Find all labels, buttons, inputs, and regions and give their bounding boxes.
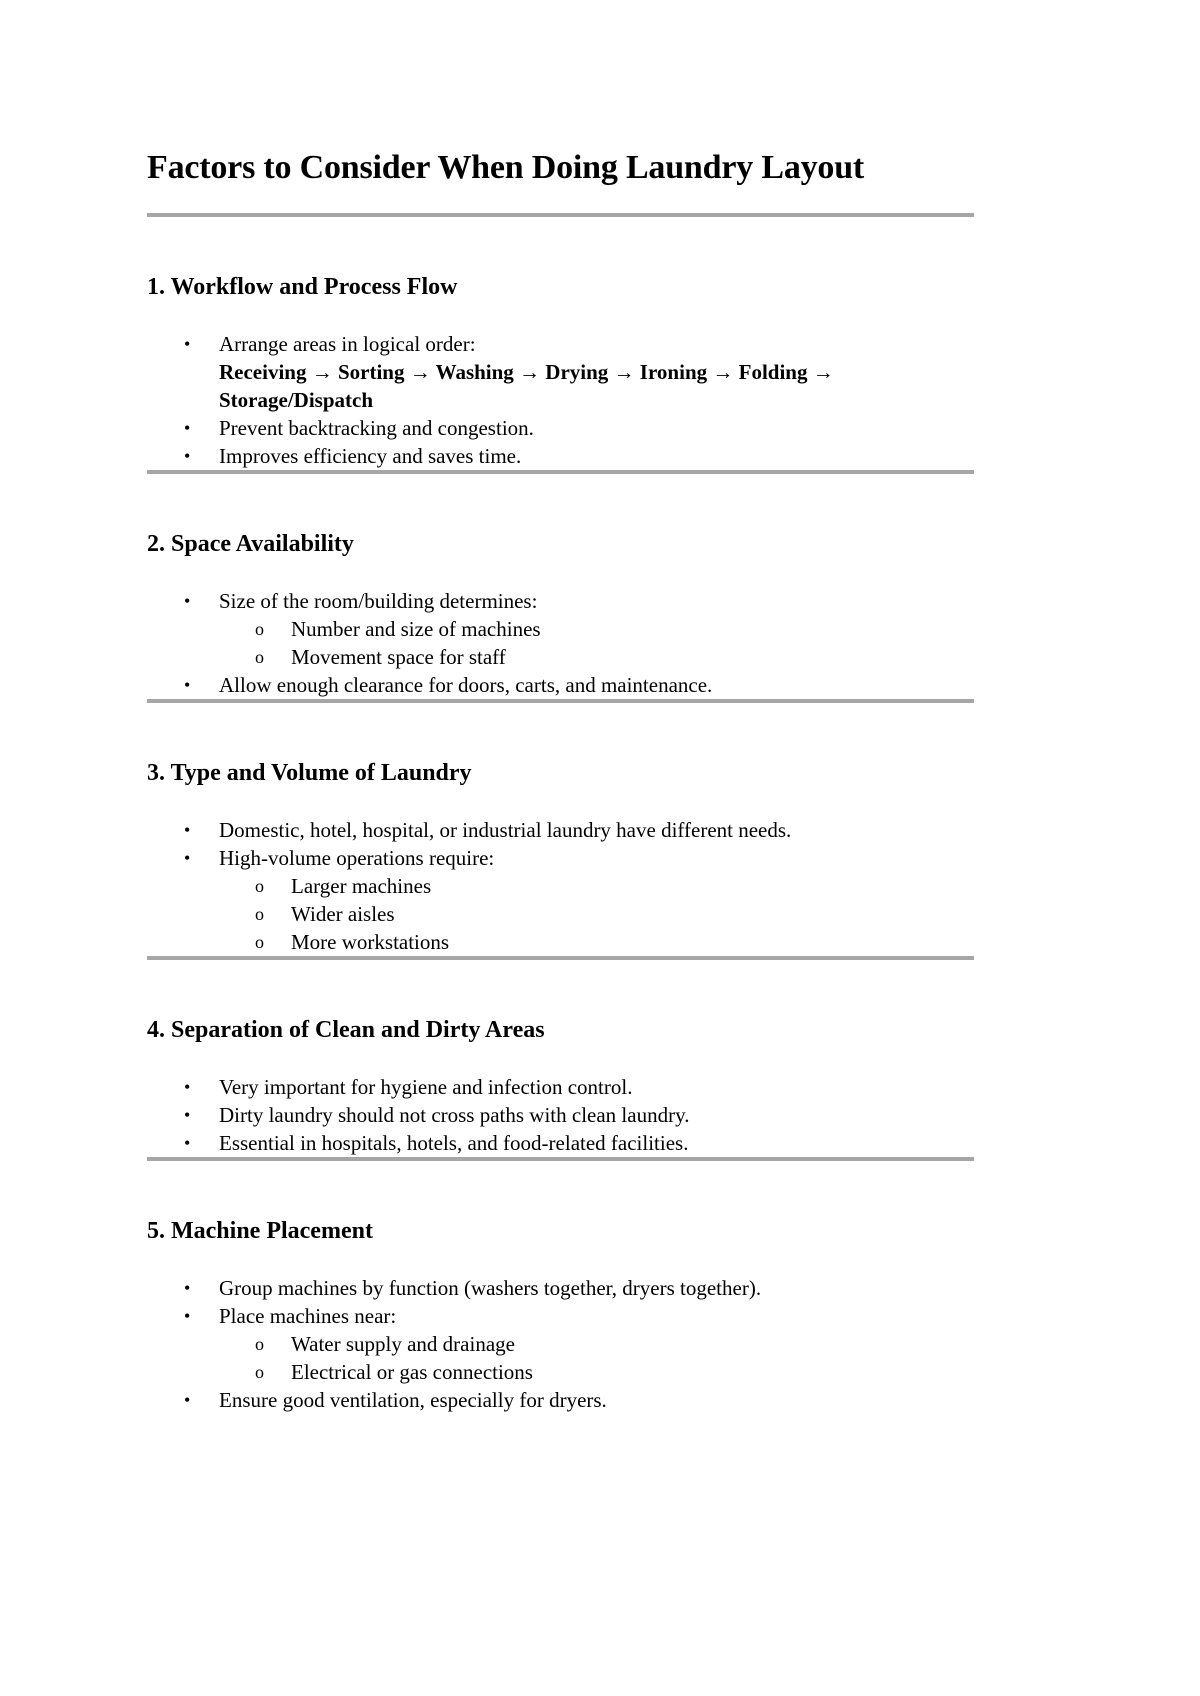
sub-list-item [219,900,974,928]
sub-list-item [219,1358,974,1386]
list-item-text: Arrange areas in logical order: [219,332,476,356]
circle-bullet-icon: o [255,1334,264,1354]
section-separation [147,960,974,1161]
sub-list-item [219,1330,974,1358]
bullet-icon: • [184,1306,191,1326]
bullet-list [147,1274,974,1414]
circle-bullet-icon: o [255,932,264,952]
circle-bullet-icon: o [255,619,264,639]
section-type-volume [147,703,974,960]
bullet-icon: • [184,848,191,868]
bullet-icon: • [184,820,191,840]
sub-list [219,872,974,956]
sub-list-item [219,643,974,671]
bullet-list [147,816,974,956]
bullet-icon: • [184,1278,191,1298]
list-item [147,414,974,442]
list-item-text: Dirty laundry should not cross paths with clean laundry. [219,1103,690,1127]
sub-list-item [219,872,974,900]
sub-list-item [219,928,974,956]
list-item-text: Ensure good ventilation, especially for dryers. [219,1388,607,1412]
section-space [147,474,974,703]
list-item-text: Domestic, hotel, hospital, or industrial laundry have different needs. [219,818,792,842]
section-heading: 5. Machine Placement [147,1218,373,1244]
sub-list-item-text: Larger machines [291,874,432,898]
list-item-text: Group machines by function (washers together, dryers together). [219,1276,762,1300]
page-title: Factors to Consider When Doing Laundry Layout [147,149,865,186]
list-item [147,1129,974,1157]
list-item [147,1101,974,1129]
circle-bullet-icon: o [255,876,264,896]
bullet-icon: • [184,334,191,354]
sub-list-item-text: Movement space for staff [291,645,506,669]
list-item-text: Essential in hospitals, hotels, and food-related facilities. [219,1131,689,1155]
section-workflow [147,217,974,474]
list-item-text: Improves efficiency and saves time. [219,444,522,468]
list-item [147,442,974,470]
bullet-icon: • [184,418,191,438]
list-item-text: Allow enough clearance for doors, carts, and maintenance. [219,673,713,697]
section-heading: 1. Workflow and Process Flow [147,274,458,300]
bullet-list [147,587,974,699]
section-heading: 2. Space Availability [147,531,354,557]
list-item [147,671,974,699]
sub-list [219,615,974,671]
list-item-text: Place machines near: [219,1304,397,1328]
list-item [147,330,974,414]
sub-list-item-text: More workstations [291,930,450,954]
section-machine-placement [147,1161,974,1414]
list-item-text: High-volume operations require: [219,846,495,870]
section-heading: 3. Type and Volume of Laundry [147,760,472,786]
list-item [147,844,974,956]
bullet-icon: • [184,675,191,695]
list-item-text: Very important for hygiene and infection control. [219,1075,633,1099]
bullet-icon: • [184,1390,191,1410]
bullet-list [147,330,974,470]
sub-list-item-text: Number and size of machines [291,617,541,641]
sub-list-item-text: Electrical or gas connections [291,1360,533,1384]
circle-bullet-icon: o [255,904,264,924]
list-item [147,1386,974,1414]
bullet-icon: • [184,591,191,611]
bullet-icon: • [184,1105,191,1125]
list-item [147,1073,974,1101]
bullet-icon: • [184,446,191,466]
list-item-text: Size of the room/building determines: [219,589,538,613]
sub-list-item-text: Water supply and drainage [291,1332,515,1356]
list-item [147,1274,974,1302]
sub-list-item-text: Wider aisles [291,902,395,926]
sub-list [219,1330,974,1386]
bullet-icon: • [184,1077,191,1097]
sub-list-item [219,615,974,643]
bullet-icon: • [184,1133,191,1153]
section-heading: 4. Separation of Clean and Dirty Areas [147,1017,545,1043]
process-flow-line: Storage/Dispatch [219,388,373,412]
bullet-list [147,1073,974,1157]
circle-bullet-icon: o [255,647,264,667]
process-flow-line: Receiving → Sorting → Washing → Drying → Ironing → Folding → [219,360,834,384]
list-item-text: Prevent backtracking and congestion. [219,416,534,440]
list-item [147,1302,974,1386]
list-item [147,816,974,844]
circle-bullet-icon: o [255,1362,264,1382]
list-item [147,587,974,671]
